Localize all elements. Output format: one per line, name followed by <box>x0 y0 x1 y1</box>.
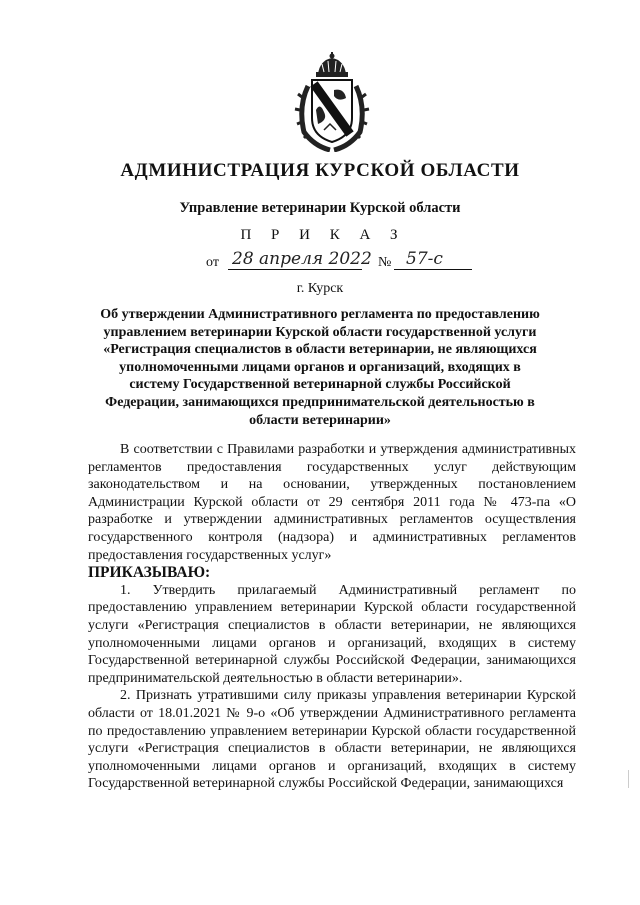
handwritten-date: 28 апреля 2022 <box>232 249 372 269</box>
scan-artifact <box>628 770 629 788</box>
department-name: Управление ветеринарии Курской области <box>179 200 461 216</box>
preamble-paragraph: В соответствии с Правилами разработки и утверждения административных регламентов предоставления государственных услуг действующим законодательством и на основании, утвержденных постановлением Администрации Курской области от 29 сентября 2011 года № 473-па «О разработке и утверждении административных регламентов осуществления государственного контроля (надзора) и административных регламентов предоставления государственных услуг» <box>88 442 576 563</box>
number-prefix: № <box>378 255 392 270</box>
date-prefix: от <box>206 255 219 270</box>
document-type: П Р И К А З <box>240 227 406 243</box>
handwritten-number: 57-с <box>406 249 443 269</box>
order-word: ПРИКАЗЫВАЮ: <box>88 564 211 582</box>
order-item-1: 1. Утвердить прилагаемый Административный регламент по предоставлению управлением ветеринарии Курской области государственной услуги «Регистрация специалистов в области ветеринарии, не являющихся уполномоченными лицами органов и организаций, входящих в систему Государственной ветеринарной службы Российской Федерации, занимающихся предпринимательской деятельностью в области ветеринарии». <box>88 582 576 686</box>
date-number-line <box>206 249 476 277</box>
organization-name: АДМИНИСТРАЦИЯ КУРСКОЙ ОБЛАСТИ <box>120 160 520 181</box>
order-item-2: 2. Признать утратившими силу приказы управления ветеринарии Курской области от 18.01.2021 № 9-о «Об утверждении Административного регламента по предоставлению управлением ветеринарии Курской области государственной услуги «Регистрация специалистов в области ветеринарии, не являющихся уполномоченными лицами органов и организаций, входящих в систему Государственной ветеринарной службы Российской Федерации, занимающихся <box>88 688 576 792</box>
coat-of-arms-icon <box>294 52 370 152</box>
city: г. Курск <box>296 281 344 296</box>
number-underline <box>394 269 472 270</box>
order-title: Об утверждении Административного регламента по предоставлению управлением ветеринарии Курской области государственной услуги «Регистрация специалистов в области ветеринарии, не являющихся уполномоченными лицами органов и организаций, входящих в систему Государственной ветеринарной службы Российской Федерации, занимающихся предпринимательской деятельностью в области ветеринарии» <box>100 307 540 428</box>
order-body <box>88 441 576 793</box>
date-underline <box>228 269 362 270</box>
